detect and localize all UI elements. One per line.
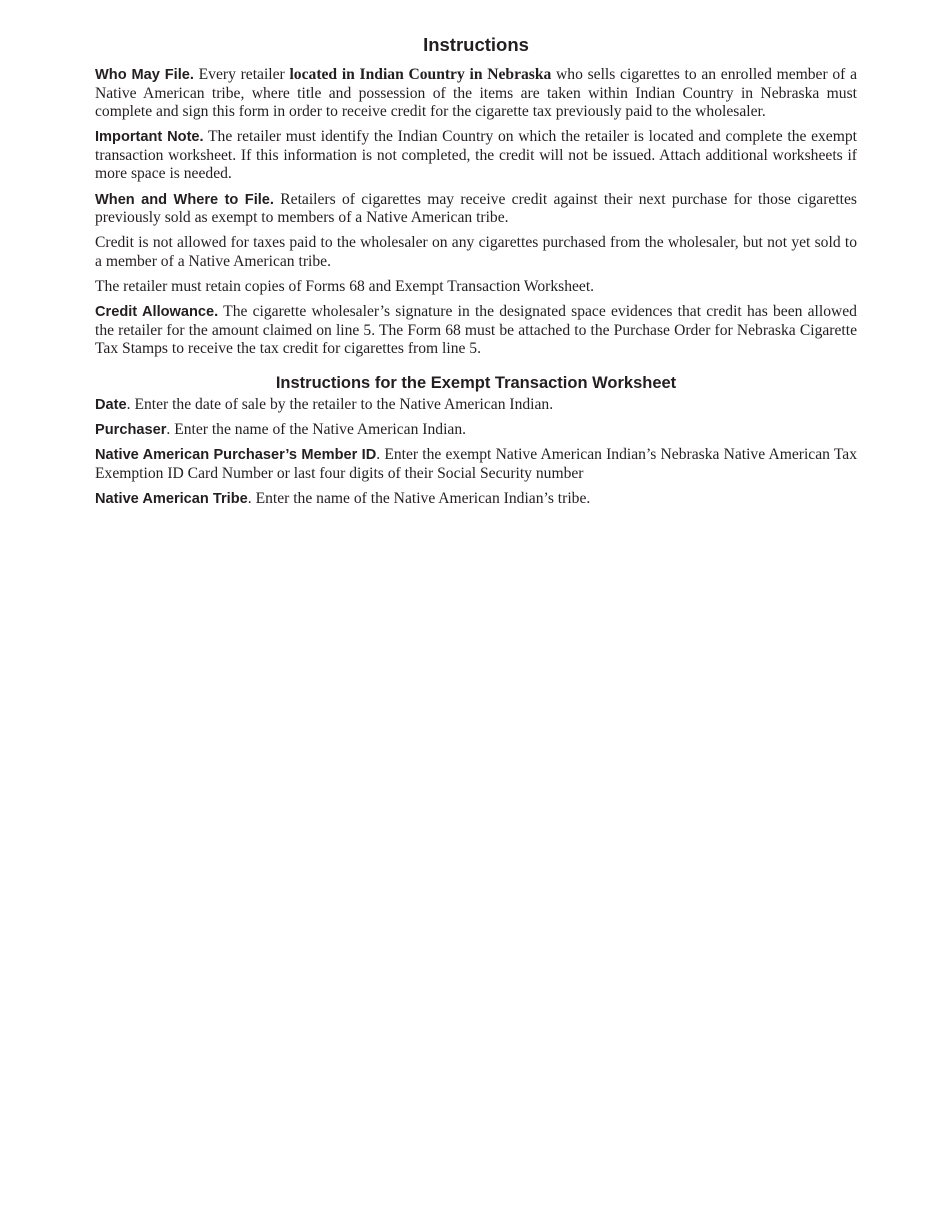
retain-copies-paragraph: The retailer must retain copies of Forms 68 and Exempt Transaction Worksheet. bbox=[95, 277, 595, 295]
tribe-text: . Enter the name of the Native American Indian’s tribe. bbox=[247, 489, 591, 507]
credit-not-allowed-paragraph: Credit is not allowed for taxes paid to the wholesaler on any cigarettes purchased from the wholesaler, but not yet sold to a member of a Native American tribe. bbox=[95, 234, 857, 270]
date-heading: Date bbox=[95, 396, 127, 413]
important-note-heading: Important Note. bbox=[95, 129, 204, 146]
credit-allowance-text: The cigarette wholesaler’s signature in the designated space evidences that credit has been allowed the retailer for the amount claimed on line 5. The Form 68 must be attached to the Purchase Order for Nebraska Cigarette Tax Stamps to receive the tax credit for cigarettes from line 5. bbox=[95, 303, 857, 358]
who-may-file-paragraph bbox=[95, 66, 857, 122]
who-may-file-heading: Who May File. bbox=[95, 67, 194, 83]
credit-allowance-paragraph bbox=[95, 303, 857, 359]
page-title: Instructions bbox=[423, 34, 529, 55]
date-instruction bbox=[95, 396, 857, 415]
purchaser-instruction bbox=[95, 421, 857, 440]
when-where-text: Retailers of cigarettes may receive credit against their next purchase for those cigarettes previously sold as exempt to members of a Native American tribe. bbox=[95, 190, 857, 227]
important-note-text: The retailer must identify the Indian Country on which the retailer is located and complete the exempt transaction worksheet. If this information is not completed, the credit will not be issued. Attach additional worksheets if more space is needed. bbox=[95, 128, 857, 183]
worksheet-instructions bbox=[95, 396, 857, 508]
when-where-paragraph bbox=[95, 191, 857, 228]
purchaser-text: . Enter the name of the Native American Indian. bbox=[166, 420, 467, 438]
member-id-heading: Native American Purchaser’s Member ID bbox=[95, 447, 377, 463]
tribe-heading: Native American Tribe bbox=[95, 490, 248, 507]
tribe-instruction bbox=[95, 490, 857, 509]
credit-allowance-heading: Credit Allowance. bbox=[95, 304, 219, 321]
who-may-file-text-1: Every retailer bbox=[193, 66, 290, 83]
when-where-heading: When and Where to File. bbox=[95, 191, 274, 208]
who-may-file-location: located in Indian Country in Nebraska bbox=[289, 66, 552, 83]
purchaser-heading: Purchaser bbox=[95, 421, 167, 438]
member-id-instruction bbox=[95, 446, 857, 483]
date-text: . Enter the date of sale by the retailer to the Native American Indian. bbox=[126, 395, 554, 413]
worksheet-title: Instructions for the Exempt Transaction Worksheet bbox=[275, 373, 677, 392]
who-may-file-text-2: who sells cigarettes to an enrolled member of a Native American tribe, where title and possession of the items are taken within Indian Country in Nebraska must complete and sign this form in order to receive credit for the cigarette tax previously paid to the wholesaler. bbox=[95, 66, 858, 121]
instructions-page bbox=[95, 34, 857, 515]
important-note-paragraph bbox=[95, 128, 857, 184]
member-id-text: . Enter the exempt Native American Indian’s Nebraska Native American Tax Exemption ID Card Number or last four digits of their Social Security number bbox=[95, 446, 857, 482]
